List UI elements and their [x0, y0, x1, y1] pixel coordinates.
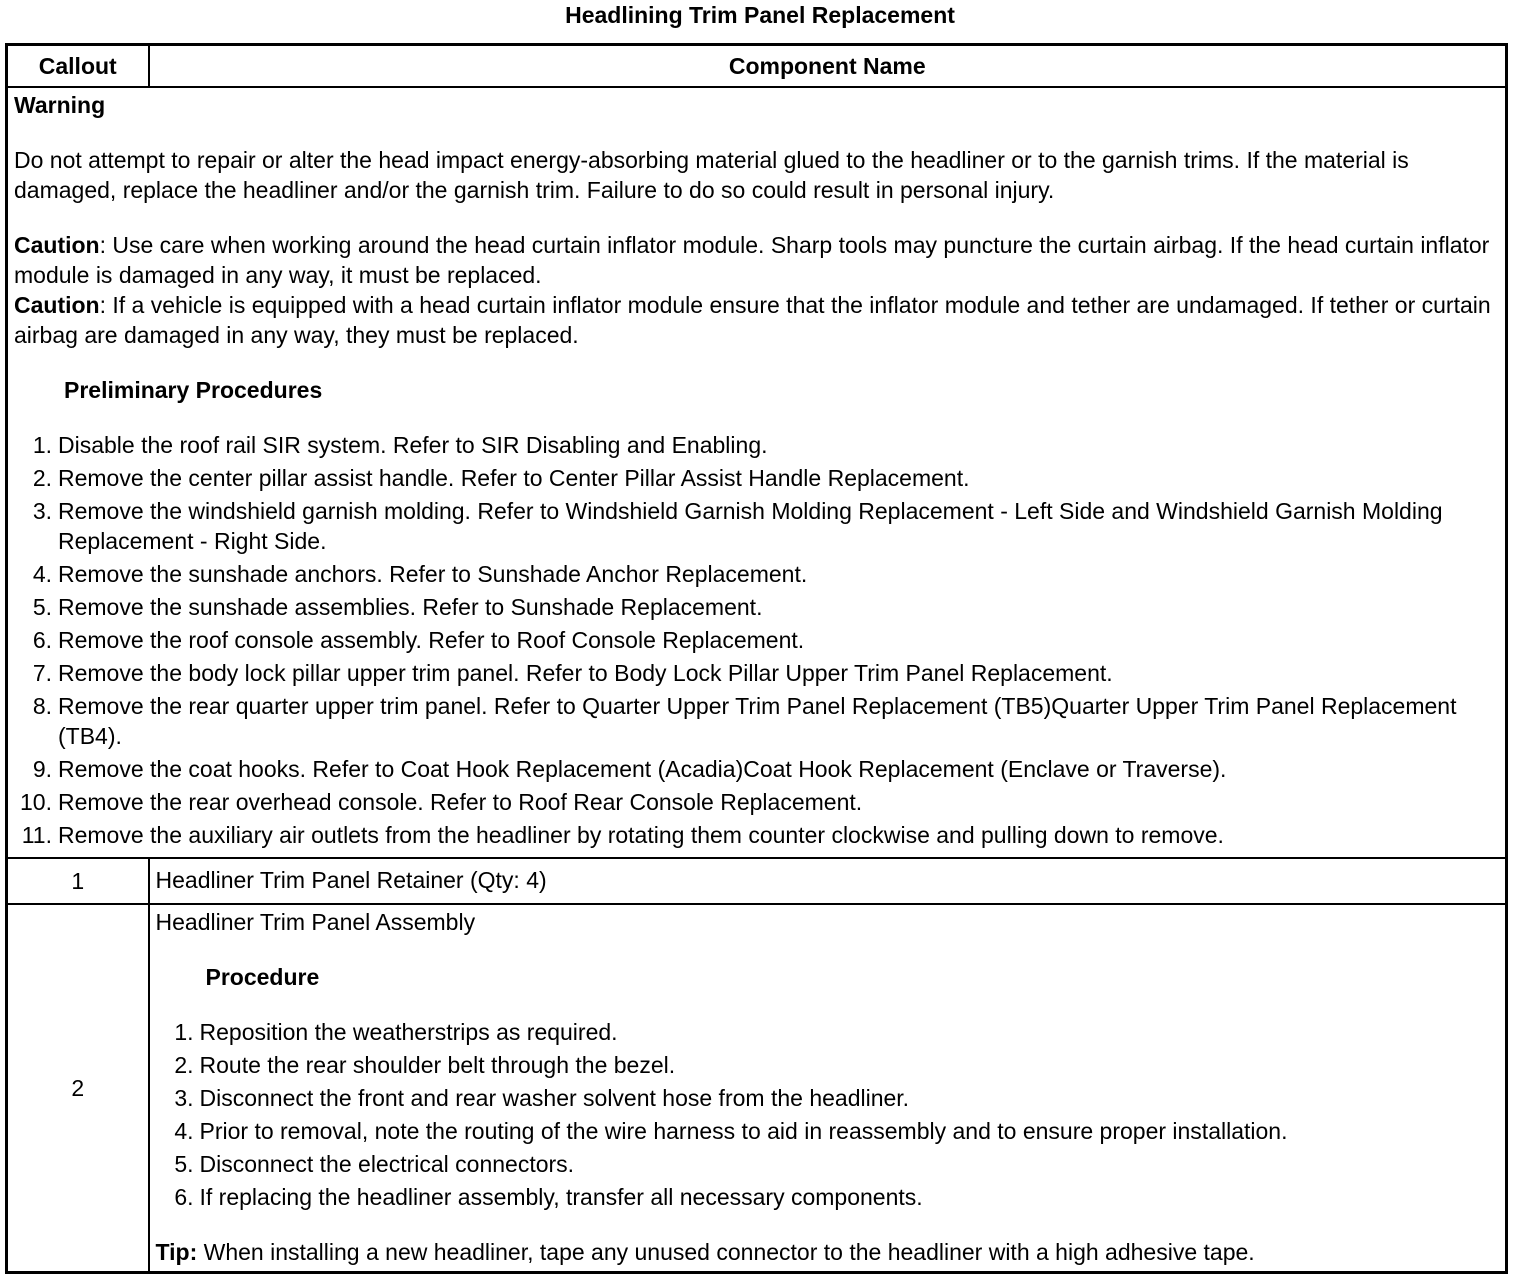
list-item: 3. Disconnect the front and rear washer solvent hose from the headliner. [174, 1085, 910, 1111]
preliminary-heading: Preliminary Procedures [64, 377, 323, 403]
table-row [7, 858, 1507, 904]
list-item: 8. Remove the rear quarter upper trim panel. Refer to Quarter Upper Trim Panel Replacement (TB5)Quarter Upper Trim Panel Replacement (TB4). [32, 693, 1457, 749]
document-title: Headlining Trim Panel Replacement [565, 2, 955, 28]
table-row [7, 904, 1507, 1273]
caution-1-text: : Use care when working around the head curtain inflator module. Sharp tools may puncture the curtain airbag. If the head curtain inflator module is damaged in any way, it must be replaced. [14, 232, 1490, 288]
list-item: 10. Remove the rear overhead console. Refer to Roof Rear Console Replacement. [20, 789, 863, 815]
list-item: 4. Prior to removal, note the routing of the wire harness to aid in reassembly and to ensure proper installation. [174, 1118, 1288, 1144]
table-header-row [7, 45, 1507, 88]
list-item: 1. Reposition the weatherstrips as required. [174, 1019, 618, 1045]
tip-label: Tip: [155, 1239, 198, 1265]
list-item: 2. Remove the center pillar assist handle. Refer to Center Pillar Assist Handle Replacement. [32, 465, 970, 491]
header-component-name: Component Name [149, 45, 1507, 88]
warning-text: Do not attempt to repair or alter the head impact energy-absorbing material glued to the headliner or to the garnish trims. If the material is damaged, replace the headliner and/or the garnish trim. Failure to do so could result in personal injury. [14, 147, 1409, 203]
list-item: 5. Remove the sunshade assemblies. Refer to Sunshade Replacement. [32, 594, 763, 620]
list-item: 1. Disable the roof rail SIR system. Refer to SIR Disabling and Enabling. [32, 432, 768, 458]
procedure-steps [156, 1017, 1500, 1212]
callout-2: 2 [7, 904, 149, 1273]
caution-1 [14, 230, 1499, 290]
preliminary-steps [14, 430, 1499, 850]
list-item: 2. Route the rear shoulder belt through the bezel. [174, 1052, 676, 1078]
preliminary-cell [7, 87, 1507, 858]
list-item: 9. Remove the coat hooks. Refer to Coat Hook Replacement (Acadia)Coat Hook Replacement (Enclave or Traverse). [32, 756, 1227, 782]
list-item: 5. Disconnect the electrical connectors. [174, 1151, 575, 1177]
list-item: 3. Remove the windshield garnish molding. Refer to Windshield Garnish Molding Replacement - Left Side and Windshield Garnish Molding Replacement - Right Side. [32, 498, 1443, 554]
component-name-1: Headliner Trim Panel Retainer (Qty: 4) [149, 858, 1507, 904]
procedure-table [5, 43, 1508, 1274]
list-item: 11. Remove the auxiliary air outlets from the headliner by rotating them counter clockwise and pulling down to remove. [21, 822, 1224, 848]
caution-2 [14, 290, 1499, 350]
list-item: 7. Remove the body lock pillar upper trim panel. Refer to Body Lock Pillar Upper Trim Panel Replacement. [32, 660, 1113, 686]
tip-text: When installing a new headliner, tape any unused connector to the headliner with a high adhesive tape. [197, 1239, 1255, 1265]
caution-1-label: Caution [14, 232, 100, 258]
tip [156, 1237, 1500, 1267]
preliminary-row [7, 87, 1507, 858]
procedure-heading: Procedure [205, 964, 320, 990]
component-cell-2 [149, 904, 1507, 1273]
header-callout: Callout [7, 45, 149, 88]
list-item: 6. Remove the roof console assembly. Refer to Roof Console Replacement. [32, 627, 805, 653]
list-item: 4. Remove the sunshade anchors. Refer to Sunshade Anchor Replacement. [32, 561, 808, 587]
warning-label: Warning [14, 92, 106, 118]
callout-1: 1 [7, 858, 149, 904]
component-name-2: Headliner Trim Panel Assembly [155, 909, 476, 935]
list-item: 6. If replacing the headliner assembly, transfer all necessary components. [174, 1184, 923, 1210]
caution-2-text: : If a vehicle is equipped with a head curtain inflator module ensure that the inflator module and tether are undamaged. If tether or curtain airbag are damaged in any way, they must be replaced. [14, 292, 1491, 348]
caution-2-label: Caution [14, 292, 100, 318]
